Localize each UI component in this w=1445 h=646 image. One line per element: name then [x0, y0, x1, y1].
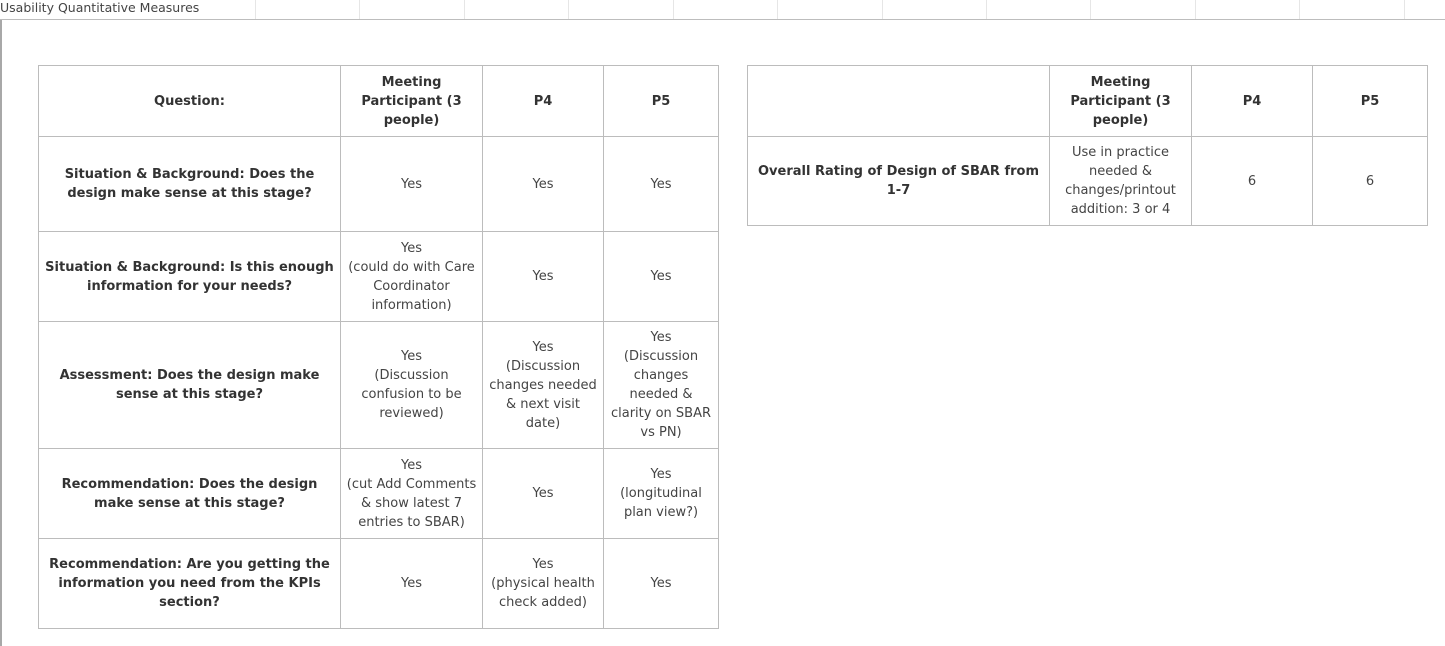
question-cell: Recommendation: Are you getting the information you need from the KPIs section?	[39, 539, 341, 629]
header-p4: P4	[483, 66, 604, 137]
meeting-cell: Yes	[341, 137, 483, 232]
meeting-cell: Yes (could do with Care Coordinator information)	[341, 232, 483, 322]
column-divider	[255, 0, 256, 19]
column-divider	[986, 0, 987, 19]
column-divider	[1195, 0, 1196, 19]
table-row	[39, 449, 719, 539]
column-divider	[1404, 0, 1405, 19]
p4-cell: Yes (Discussion changes needed & next visit date)	[483, 322, 604, 449]
column-divider	[568, 0, 569, 19]
usability-questions-table	[38, 65, 719, 629]
sheet-header-bar	[0, 0, 1445, 20]
question-cell: Situation & Background: Is this enough information for your needs?	[39, 232, 341, 322]
column-divider	[882, 0, 883, 19]
header-p5: P5	[604, 66, 719, 137]
column-divider	[464, 0, 465, 19]
column-divider	[777, 0, 778, 19]
header-meeting-participant: Meeting Participant (3 people)	[1050, 66, 1192, 137]
p4-cell: Yes	[483, 449, 604, 539]
p5-cell: Yes	[604, 539, 719, 629]
meeting-cell: Yes (cut Add Comments & show latest 7 entries to SBAR)	[341, 449, 483, 539]
p5-cell: Yes	[604, 232, 719, 322]
meeting-cell: Yes	[341, 539, 483, 629]
p4-cell: Yes	[483, 137, 604, 232]
table-row	[39, 137, 719, 232]
question-cell: Situation & Background: Does the design make sense at this stage?	[39, 137, 341, 232]
p5-cell: Yes (longitudinal plan view?)	[604, 449, 719, 539]
table-row	[39, 232, 719, 322]
header-empty	[748, 66, 1050, 137]
table-row	[39, 539, 719, 629]
overall-rating-table	[747, 65, 1428, 226]
question-cell: Assessment: Does the design make sense at this stage?	[39, 322, 341, 449]
question-cell: Recommendation: Does the design make sense at this stage?	[39, 449, 341, 539]
meeting-cell: Use in practice needed & changes/printout addition: 3 or 4	[1050, 137, 1192, 226]
table-row	[39, 322, 719, 449]
table-header-row	[748, 66, 1428, 137]
meeting-cell: Yes (Discussion confusion to be reviewed)	[341, 322, 483, 449]
table-header-row	[39, 66, 719, 137]
p4-cell: Yes	[483, 232, 604, 322]
column-divider	[359, 0, 360, 19]
header-p5: P5	[1313, 66, 1428, 137]
column-divider	[1299, 0, 1300, 19]
header-meeting-participant: Meeting Participant (3 people)	[341, 66, 483, 137]
p5-cell: Yes	[604, 137, 719, 232]
p4-cell: 6	[1192, 137, 1313, 226]
column-divider	[1090, 0, 1091, 19]
rating-label-cell: Overall Rating of Design of SBAR from 1-7	[748, 137, 1050, 226]
table-row	[748, 137, 1428, 226]
header-question: Question:	[39, 66, 341, 137]
p5-cell: 6	[1313, 137, 1428, 226]
sheet-title: Usability Quantitative Measures	[0, 0, 200, 15]
column-divider	[673, 0, 674, 19]
p4-cell: Yes (physical health check added)	[483, 539, 604, 629]
p5-cell: Yes (Discussion changes needed & clarity on SBAR vs PN)	[604, 322, 719, 449]
header-p4: P4	[1192, 66, 1313, 137]
